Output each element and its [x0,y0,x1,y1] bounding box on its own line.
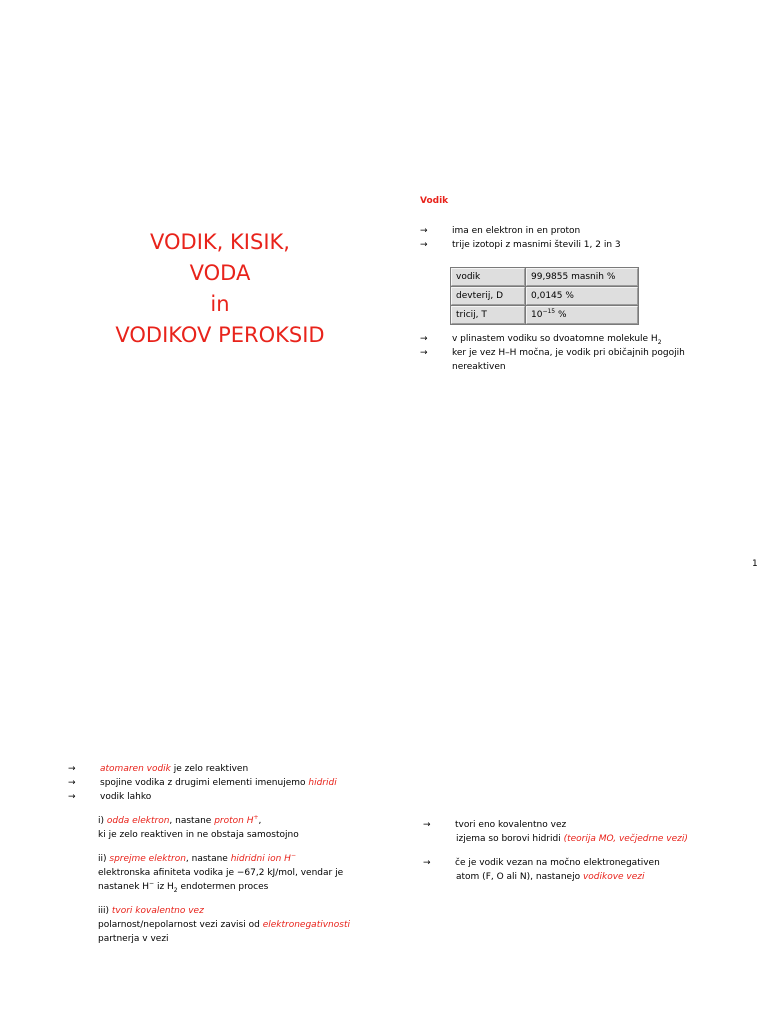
bullet-list [420,224,621,252]
list-item-text: trije izotopi z masnimi števili 1, 2 in 3 [452,240,621,250]
table-cell: vodik [451,268,525,286]
list-item-text: ima en elektron in en proton [452,226,581,236]
arrow-icon: → [420,334,428,344]
arrow-icon: → [68,792,76,802]
arrow-icon: → [68,764,76,774]
table-cell: devterij, D [451,287,525,305]
title-line: VODA [189,261,251,285]
list-item: → atomaren vodik je zelo reaktiven [68,764,249,774]
bullet-list [420,332,685,374]
table-cell: 99,9855 masnih % [526,268,638,286]
table-cell: $10^{-15}$ % [526,306,638,324]
list-item: → tvori eno kovalentno vez [423,820,567,830]
table-cell: tricij, T [451,306,525,324]
section-heading: Vodik [420,196,449,206]
arrow-icon: → [420,226,428,236]
list-item: → vodik lahko [68,792,152,802]
arrow-icon: → [423,820,431,830]
title-line: VODIK, KISIK, [150,230,290,254]
slide-title [60,227,380,351]
list-item-continuation: izjema so borovi hidridi (teorija MO, večjedrne vezi) [456,834,688,844]
arrow-icon: → [423,858,431,868]
list-item-continuation: nereaktiven [452,362,506,372]
arrow-icon: → [420,348,428,358]
list-item: → ker je vez H–H močna, je vodik pri običajnih pogojih [420,348,685,358]
list-item: → v plinastem vodiku so dvoatomne molekule $H_2$ [420,334,662,346]
isotope-table [450,267,639,325]
left-text-block [68,762,350,946]
title-line: in [210,292,230,316]
table-cell: 0,0145 % [526,287,638,305]
table-row [451,268,638,286]
list-item: → spojine vodika z drugimi elementi imenujemo hidridi [68,778,337,788]
right-text-block [423,818,688,884]
list-item: → če je vodik vezan na močno elektronegativen [423,858,660,868]
list-item [420,224,621,238]
table-row [451,306,638,324]
arrow-icon: → [68,778,76,788]
list-item [420,238,621,252]
page-number: 1 [752,559,758,569]
table-row [451,287,638,305]
list-item-continuation: atom (F, O ali N), nastanejo vodikove vezi [456,872,645,882]
arrow-icon: → [420,240,428,250]
title-line: VODIKOV PEROKSID [115,323,325,347]
subsection-i: i) odda elektron, nastane proton H+, ki je zelo reaktiven in ne obstaja samostojno [98,814,299,840]
subsection-ii: ii) sprejme elektron, nastane hidridni ion H− elektronska afiniteta vodika je −67,2 kJ/mol, vendar je nastanek H− iz $H_2$ endotermen proces [98,852,344,894]
subsection-iii: iii) tvori kovalentno vez polarnost/nepolarnost vezi zavisi od elektronegativnosti partnerja v vezi [98,906,350,944]
